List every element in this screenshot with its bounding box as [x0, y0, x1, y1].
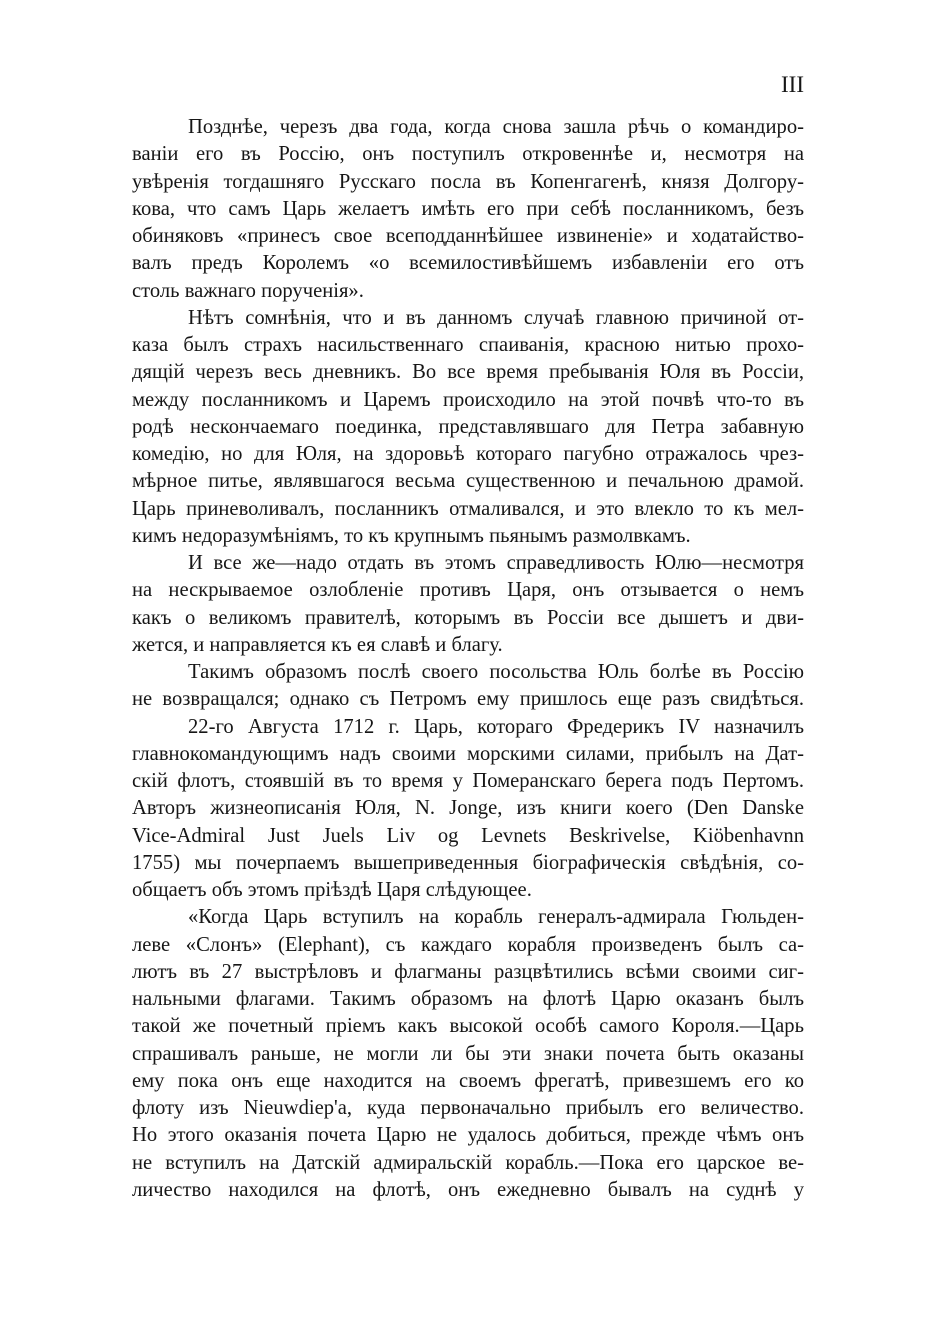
page-number: III [781, 72, 804, 97]
text-line: кова, что самъ Царь желаетъ имѣть его при себѣ посланникомъ, безъ [132, 197, 804, 220]
text-line: жется, и направляется къ ея славѣ и благу. [132, 633, 503, 656]
text-line: какъ о великомъ правителѣ, которымъ въ Россіи все дышетъ и дви- [132, 606, 804, 629]
text-line: увѣренія тогдашняго Русскаго посла въ Копенгагенѣ, князя Долгору- [132, 170, 804, 193]
text-line: столь важнаго порученія». [132, 279, 364, 302]
text-line: ваніи его въ Россію, онъ поступилъ откровеннѣе и, несмотря на [132, 143, 804, 166]
text-line: комедію, но для Юля, на здоровьѣ котораго пагубно отражалось чрез- [132, 443, 804, 465]
text-line: Авторъ жизнеописанія Юля, N. Jonge, изъ книги коего (Den Danske [132, 797, 804, 820]
text-line: Vice-Admiral Just Juels Liv og Levnets Beskrivelse, Kiöbenhavnn [132, 824, 804, 847]
paragraph [132, 550, 804, 659]
text-line: 22-го Августа 1712 г. Царь, котораго Фредерикъ IV назначилъ [188, 715, 804, 738]
paragraph [132, 659, 804, 714]
text-line: Нѣтъ сомнѣнія, что и въ данномъ случаѣ главною причиной от- [188, 306, 804, 329]
paragraph [132, 114, 804, 305]
text-line: личество находился на флотѣ, онъ ежедневно бывалъ на суднѣ у [132, 1178, 804, 1201]
text-line: кимъ недоразумѣніямъ, то къ крупнымъ пьянымъ размолвкамъ. [132, 524, 691, 547]
text-line: спрашивалъ раньше, не могли ли бы эти знаки почета быть оказаны [132, 1042, 804, 1065]
text-line: «Когда Царь вступилъ на корабль генералъ-адмирала Гюльден- [188, 906, 804, 929]
text-line: родѣ нескончаемаго поединка, представлявшаго для Петра забавную [132, 415, 804, 438]
text-line: каза былъ страхъ насильственнаго спаиванія, красною нитью прохо- [132, 334, 804, 356]
text-line: флоту изъ Nieuwdiep'а, куда первоначально прибылъ его величество. [132, 1097, 804, 1119]
text-line: Такимъ образомъ послѣ своего посольства Юль болѣе въ Россію [188, 661, 804, 683]
text-line: И все же—надо отдать въ этомъ справедливость Юлю—несмотря [188, 552, 804, 574]
paragraph [132, 714, 804, 905]
text-line: на нескрываемое озлобленіе противъ Царя, онъ отзывается о немъ [132, 579, 804, 602]
text-line: Позднѣе, черезъ два года, когда снова зашла рѣчь о командиро- [188, 116, 804, 138]
text-line: не возвращался; однако съ Петромъ ему пришлось еще разъ свидѣться. [132, 688, 804, 711]
text-line: такой же почетный пріемъ какъ высокой особѣ самого Короля.—Царь [132, 1015, 804, 1038]
text-line: лютъ въ 27 выстрѣловъ и флагманы разцвѣтились всѣми своими сиг- [132, 960, 804, 983]
text-line: ему пока онъ еще находится на своемъ фрегатѣ, привезшемъ его ко [132, 1069, 804, 1092]
text-line: обиняковъ «принесъ свое всеподданнѣйшее извиненіе» и ходатайство- [132, 225, 804, 247]
text-line: нальными флагами. Такимъ образомъ на флотѣ Царю оказанъ былъ [132, 988, 804, 1010]
page-text [132, 114, 804, 1204]
text-line: валъ предъ Королемъ «о всемилостивѣйшемъ избавленіи его отъ [132, 252, 804, 275]
text-line: дящій черезъ весь дневникъ. Во все время пребыванія Юля въ Россіи, [132, 361, 804, 384]
text-line: не вступилъ на Датскій адмиральскій корабль.—Пока его царское ве- [132, 1151, 804, 1174]
text-line: общаетъ объ этомъ пріѣздѣ Царя слѣдующее. [132, 879, 532, 901]
text-line: Но этого оказанія почета Царю не удалось добиться, прежде чѣмъ онъ [132, 1124, 804, 1147]
text-line: главнокомандующимъ надъ своими морскими силами, прибылъ на Дат- [132, 742, 804, 765]
text-line: леве «Слонъ» (Elephant), съ каждаго корабля произведенъ былъ са- [132, 933, 804, 956]
paragraph [132, 904, 804, 1204]
text-line: скій флотъ, стоявшій въ то время у Померанскаго берега подъ Пертомъ. [132, 770, 804, 792]
paragraph [132, 305, 804, 550]
text-line: между посланникомъ и Царемъ происходило на этой почвѣ что-то въ [132, 388, 804, 411]
text-line: мѣрное питье, являвшагося весьма существенною и печальною драмой. [132, 470, 804, 493]
text-line: 1755) мы почерпаемъ вышеприведенныя біографическія свѣдѣнія, со- [132, 851, 804, 874]
text-line: Царь приневоливалъ, посланникъ отмаливался, и это влекло то къ мел- [132, 497, 804, 520]
